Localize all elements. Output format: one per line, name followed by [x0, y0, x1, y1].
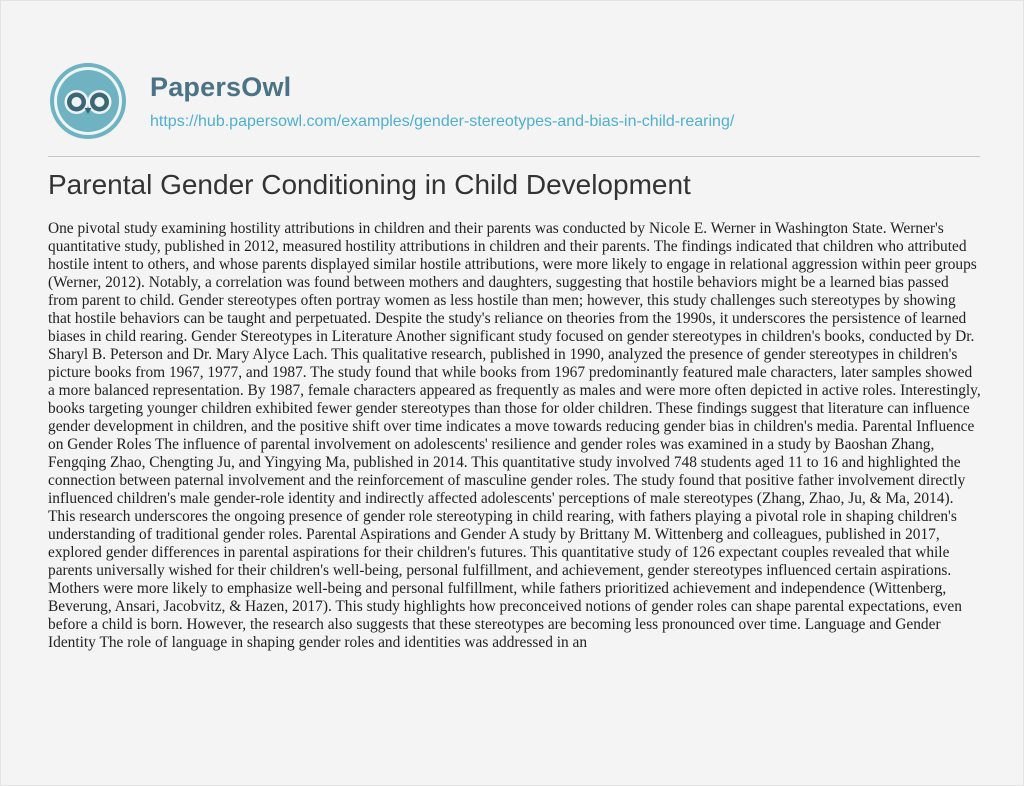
header-divider [48, 156, 980, 157]
owl-face-icon [48, 61, 128, 141]
brand-name[interactable]: PapersOwl [150, 71, 292, 102]
brand-block [150, 72, 734, 131]
source-url-link[interactable]: https://hub.papersowl.com/examples/gender-stereotypes-and-bias-in-child-rearing/ [150, 112, 735, 130]
document-body: One pivotal study examining hostility attributions in children and their parents was conducted by Nicole E. Werner in Washington State. Werner's quantitative study, published in 2012, measured hostility attributions in children and their parents. The findings indicated that children who attributed hostile intent to others, and whose parents displayed similar hostile attributions, were more likely to engage in relational aggression within peer groups (Werner, 2012). Notably, a correlation was found between mothers and daughters, suggesting that hostile behaviors might be a learned bias passed from parent to child. Gender stereotypes often portray women as less hostile than men; however, this study challenges such stereotypes by showing that hostile behaviors can be taught and perpetuated. Despite the study's reliance on theories from the 1990s, it underscores the persistence of learned biases in child rearing. Gender Stereotypes in Literature Another significant study focused on gender stereotypes in children's books, conducted by Dr. Sharyl B. Peterson and Dr. Mary Alyce Lach. This qualitative research, published in 1990, analyzed the presence of gender stereotypes in children's picture books from 1967, 1977, and 1987. The study found that while books from 1967 predominantly featured male characters, later samples showed a more balanced representation. By 1987, female characters appeared as frequently as males and were more often depicted in active roles. Interestingly, books targeting younger children exhibited fewer gender stereotypes than those for older children. These findings suggest that literature can influence gender development in children, and the positive shift over time indicates a move towards reducing gender bias in children's media. Parental Influence on Gender Roles The influence of parental involvement on adolescents' resilience and gender roles was examined in a study by Baoshan Zhang, Fengqing Zhao, Chengting Ju, and Yingying Ma, published in 2014. This quantitative study involved 748 students aged 11 to 16 and highlighted the connection between paternal involvement and the reinforcement of masculine gender roles. The study found that positive father involvement directly influenced children's male gender-role identity and indirectly affected adolescents' perceptions of male stereotypes (Zhang, Zhao, Ju, & Ma, 2014). This research underscores the ongoing presence of gender role stereotyping in child rearing, with fathers playing a pivotal role in shaping children's understanding of traditional gender roles. Parental Aspirations and Gender A study by Brittany M. Wittenberg and colleagues, published in 2017, explored gender differences in parental aspirations for their children's futures. This quantitative study of 126 expectant couples revealed that while parents universally wished for their children's well-being, personal fulfillment, and achievement, gender stereotypes influenced certain aspirations. Mothers were more likely to emphasize well-being and personal fulfillment, while fathers prioritized achievement and independence (Wittenberg, Beverung, Ansari, Jacobvitz, & Hazen, 2017). This study highlights how preconceived notions of gender roles can shape parental expectations, even before a child is born. However, the research also suggests that these stereotypes are becoming less pronounced over time. Language and Gender Identity The role of language in shaping gender roles and identities was addressed in an [48, 220, 981, 651]
header [48, 61, 734, 141]
document-title: Parental Gender Conditioning in Child Development [48, 169, 691, 200]
